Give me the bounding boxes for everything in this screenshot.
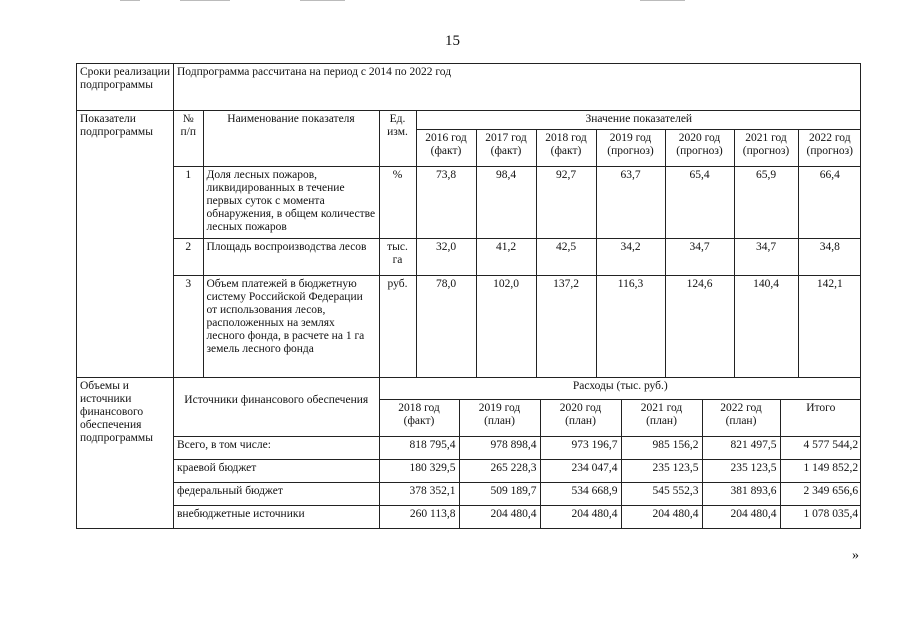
finance-table (174, 378, 861, 528)
col-unit-header: Ед. изм. (379, 111, 416, 167)
col-name-header: Наименование показателя (203, 111, 379, 167)
indicator-value: 32,0 (416, 239, 476, 276)
finance-value: 985 156,2 (621, 437, 702, 460)
finance-year-header: 2022 год (план) (702, 400, 780, 437)
indicator-no: 2 (174, 239, 203, 276)
finance-value: 204 480,4 (702, 506, 780, 529)
scan-edge-line (120, 0, 140, 1)
finance-value: 378 352,1 (379, 483, 459, 506)
year-header: 2019 год (прогноз) (596, 130, 665, 167)
finance-value: 2 349 656,6 (780, 483, 861, 506)
scan-edge-line (180, 0, 230, 1)
finance-year-header: 2020 год (план) (540, 400, 621, 437)
finance-value: 204 480,4 (459, 506, 540, 529)
finance-value: 265 228,3 (459, 460, 540, 483)
indicator-value: 78,0 (416, 276, 476, 378)
year-header: 2018 год (факт) (536, 130, 596, 167)
terms-label: Сроки реализации подпрограммы (77, 64, 174, 111)
col-values-header: Значение показателей (416, 111, 861, 130)
indicator-value: 116,3 (596, 276, 665, 378)
finance-value: 260 113,8 (379, 506, 459, 529)
indicator-unit: % (379, 167, 416, 239)
indicators-label: Показатели подпрограммы (77, 111, 174, 378)
indicator-no: 1 (174, 167, 203, 239)
finance-year-header: 2019 год (план) (459, 400, 540, 437)
indicator-value: 34,7 (665, 239, 734, 276)
indicator-name: Доля лесных пожаров, ликвидированных в течение первых суток с момента обнаружения, в общем количестве лесных пожаров (203, 167, 379, 239)
finance-value: 973 196,7 (540, 437, 621, 460)
finance-label: Объемы и источники финансового обеспечения подпрограммы (77, 378, 174, 529)
indicator-value: 140,4 (734, 276, 798, 378)
year-header: 2020 год (прогноз) (665, 130, 734, 167)
indicator-row (174, 167, 861, 239)
indicator-name: Объем платежей в бюджетную систему Российской Федерации от использования лесов, расположенных на землях лесного фонда, в расчете на 1 га земель лесного фонда (203, 276, 379, 378)
finance-value: 545 552,3 (621, 483, 702, 506)
indicator-value: 137,2 (536, 276, 596, 378)
finance-value: 381 893,6 (702, 483, 780, 506)
finance-year-header: 2021 год (план) (621, 400, 702, 437)
passport-table (76, 63, 861, 529)
col-source-header: Источники финансового обеспечения (174, 378, 379, 437)
finance-data-row (174, 506, 861, 529)
scan-edge-line (640, 0, 685, 1)
finance-value: 821 497,5 (702, 437, 780, 460)
finance-source-name: федеральный бюджет (174, 483, 379, 506)
finance-source-name: Всего, в том числе: (174, 437, 379, 460)
finance-value: 534 668,9 (540, 483, 621, 506)
indicators-table (174, 111, 861, 377)
indicator-value: 65,9 (734, 167, 798, 239)
indicator-name: Площадь воспроизводства лесов (203, 239, 379, 276)
finance-value: 235 123,5 (702, 460, 780, 483)
indicator-value: 102,0 (476, 276, 536, 378)
indicators-row (77, 111, 861, 378)
indicator-value: 34,8 (798, 239, 861, 276)
indicator-no: 3 (174, 276, 203, 378)
indicator-unit: тыс. га (379, 239, 416, 276)
finance-value: 1 149 852,2 (780, 460, 861, 483)
indicator-unit: руб. (379, 276, 416, 378)
indicator-value: 34,2 (596, 239, 665, 276)
terms-row (77, 64, 861, 111)
finance-value: 180 329,5 (379, 460, 459, 483)
finance-value: 818 795,4 (379, 437, 459, 460)
finance-value: 1 078 035,4 (780, 506, 861, 529)
finance-value: 235 123,5 (621, 460, 702, 483)
finance-value: 978 898,4 (459, 437, 540, 460)
finance-data-row (174, 437, 861, 460)
finance-value: 509 189,7 (459, 483, 540, 506)
finance-value: 234 047,4 (540, 460, 621, 483)
indicator-value: 63,7 (596, 167, 665, 239)
indicator-value: 65,4 (665, 167, 734, 239)
col-no-header: № п/п (174, 111, 203, 167)
indicator-value: 142,1 (798, 276, 861, 378)
indicator-value: 98,4 (476, 167, 536, 239)
finance-source-name: краевой бюджет (174, 460, 379, 483)
indicator-value: 92,7 (536, 167, 596, 239)
year-header: 2016 год (факт) (416, 130, 476, 167)
indicator-value: 41,2 (476, 239, 536, 276)
page-number: 15 (445, 33, 460, 49)
indicator-row (174, 239, 861, 276)
terms-text: Подпрограмма рассчитана на период с 2014 по 2022 год (174, 64, 861, 111)
finance-value: 204 480,4 (540, 506, 621, 529)
indicator-value: 124,6 (665, 276, 734, 378)
finance-source-name: внебюджетные источники (174, 506, 379, 529)
finance-value: 4 577 544,2 (780, 437, 861, 460)
finance-data-row (174, 483, 861, 506)
year-header: 2022 год (прогноз) (798, 130, 861, 167)
finance-total-header: Итого (780, 400, 861, 437)
year-header: 2017 год (факт) (476, 130, 536, 167)
indicator-value: 34,7 (734, 239, 798, 276)
year-header: 2021 год (прогноз) (734, 130, 798, 167)
finance-value: 204 480,4 (621, 506, 702, 529)
indicator-value: 73,8 (416, 167, 476, 239)
indicator-value: 42,5 (536, 239, 596, 276)
col-expenses-header: Расходы (тыс. руб.) (379, 378, 861, 400)
indicator-value: 66,4 (798, 167, 861, 239)
continuation-mark: » (852, 548, 859, 563)
finance-year-header: 2018 год (факт) (379, 400, 459, 437)
finance-data-row (174, 460, 861, 483)
scan-edge-line (300, 0, 345, 1)
indicator-row (174, 276, 861, 378)
finance-row (77, 378, 861, 529)
